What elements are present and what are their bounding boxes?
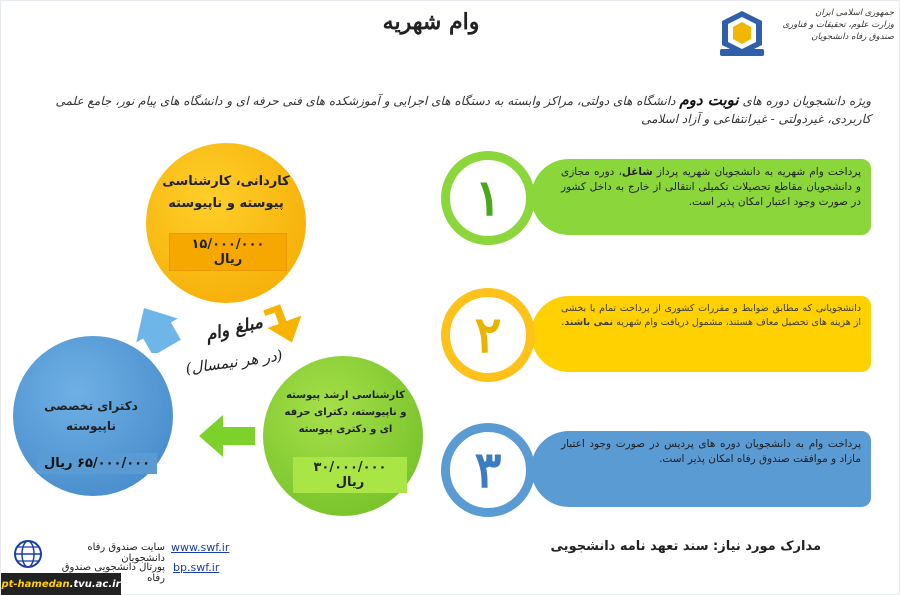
condition-number-circle: ۲ xyxy=(441,288,535,382)
tier-title-phd: دکترای تخصصی ناپیوسته xyxy=(44,399,138,433)
subtitle-highlight: نوبت دوم xyxy=(679,91,739,109)
logo-emblem-icon xyxy=(716,9,768,59)
website-tag[interactable]: pt-hamedan .tvu.ac.ir xyxy=(1,573,121,595)
condition-block-3 xyxy=(441,423,871,515)
condition-number-circle: ۳ xyxy=(441,423,535,517)
condition-text: پرداخت وام شهریه به دانشجویان شهریه پرداز شاغل، دوره مجازی و دانشجویان مقاطع تحصیلات تکمیلی انتقالی از خارج به داخل کشور در صورت وجود اعتبار امکان پذیر است. xyxy=(561,166,861,208)
tier-amount-bachelor: ۱۵/۰۰۰/۰۰۰ ریال xyxy=(169,233,287,271)
condition-text: دانشجویانی که مطابق ضوابط و مقررات کشوری از پرداخت تمام یا بخشی از هزینه های تحصیل معاف هستند، مشمول دریافت وام شهریه نمی باشند. xyxy=(561,303,861,328)
site-label: سایت صندوق رفاه دانشجویان xyxy=(87,542,165,564)
loan-amount-label: مبلغ وام (در هر نیمسال) xyxy=(184,312,284,378)
tier-title-master: کارشناسی ارشد پیوسته و ناپیوسته، دکترای حرفه ای و دکتری پیوسته xyxy=(284,390,407,435)
condition-number-circle: ۱ xyxy=(441,151,535,245)
page-title: وام شهریه xyxy=(382,9,480,35)
tier-bubble-bachelor xyxy=(146,143,306,303)
arrow-left-icon xyxy=(197,413,257,459)
eligibility-subtitle: ویژه دانشجویان دوره های نوبت دوم دانشگاه های دولتی، مراکز وابسته به دستگاه های اجرایی و آموزشکده های فنی حرفه ای و دانشگاه های پیام نور، جامع علمی کاربردی، غیردولتی - غیرانتفاعی و آزاد اسلامی xyxy=(55,91,871,126)
globe-icon xyxy=(13,539,43,569)
condition-block-1 xyxy=(441,151,871,243)
tier-amount-phd: ۶۵/۰۰۰/۰۰۰ ریال xyxy=(37,453,157,474)
arrow-up-right-icon xyxy=(129,301,181,353)
tier-title-bachelor: کاردانی، کارشناسی پیوسته و ناپیوسته xyxy=(162,174,290,211)
condition-block-2 xyxy=(441,288,871,380)
required-documents: مدارک مورد نیاز: سند تعهد نامه دانشجویی xyxy=(550,539,821,554)
logo-text: جمهوری اسلامی ایران وزارت علوم، تحقیقات و فناوری صندوق رفاه دانشجویان xyxy=(782,8,894,42)
site-link[interactable]: www.swf.ir xyxy=(171,541,230,554)
ministry-logo xyxy=(716,5,896,61)
portal-label: پورتال دانشجویی صندوق رفاه xyxy=(61,562,165,584)
tier-amount-master: ۳۰/۰۰۰/۰۰۰ ریال xyxy=(293,457,407,493)
portal-link[interactable]: bp.swf.ir xyxy=(173,561,220,574)
condition-text: پرداخت وام به دانشجویان دوره های پردیس در صورت وجود اعتبار مازاد و موافقت صندوق رفاه امکان پذیر است. xyxy=(561,438,861,465)
